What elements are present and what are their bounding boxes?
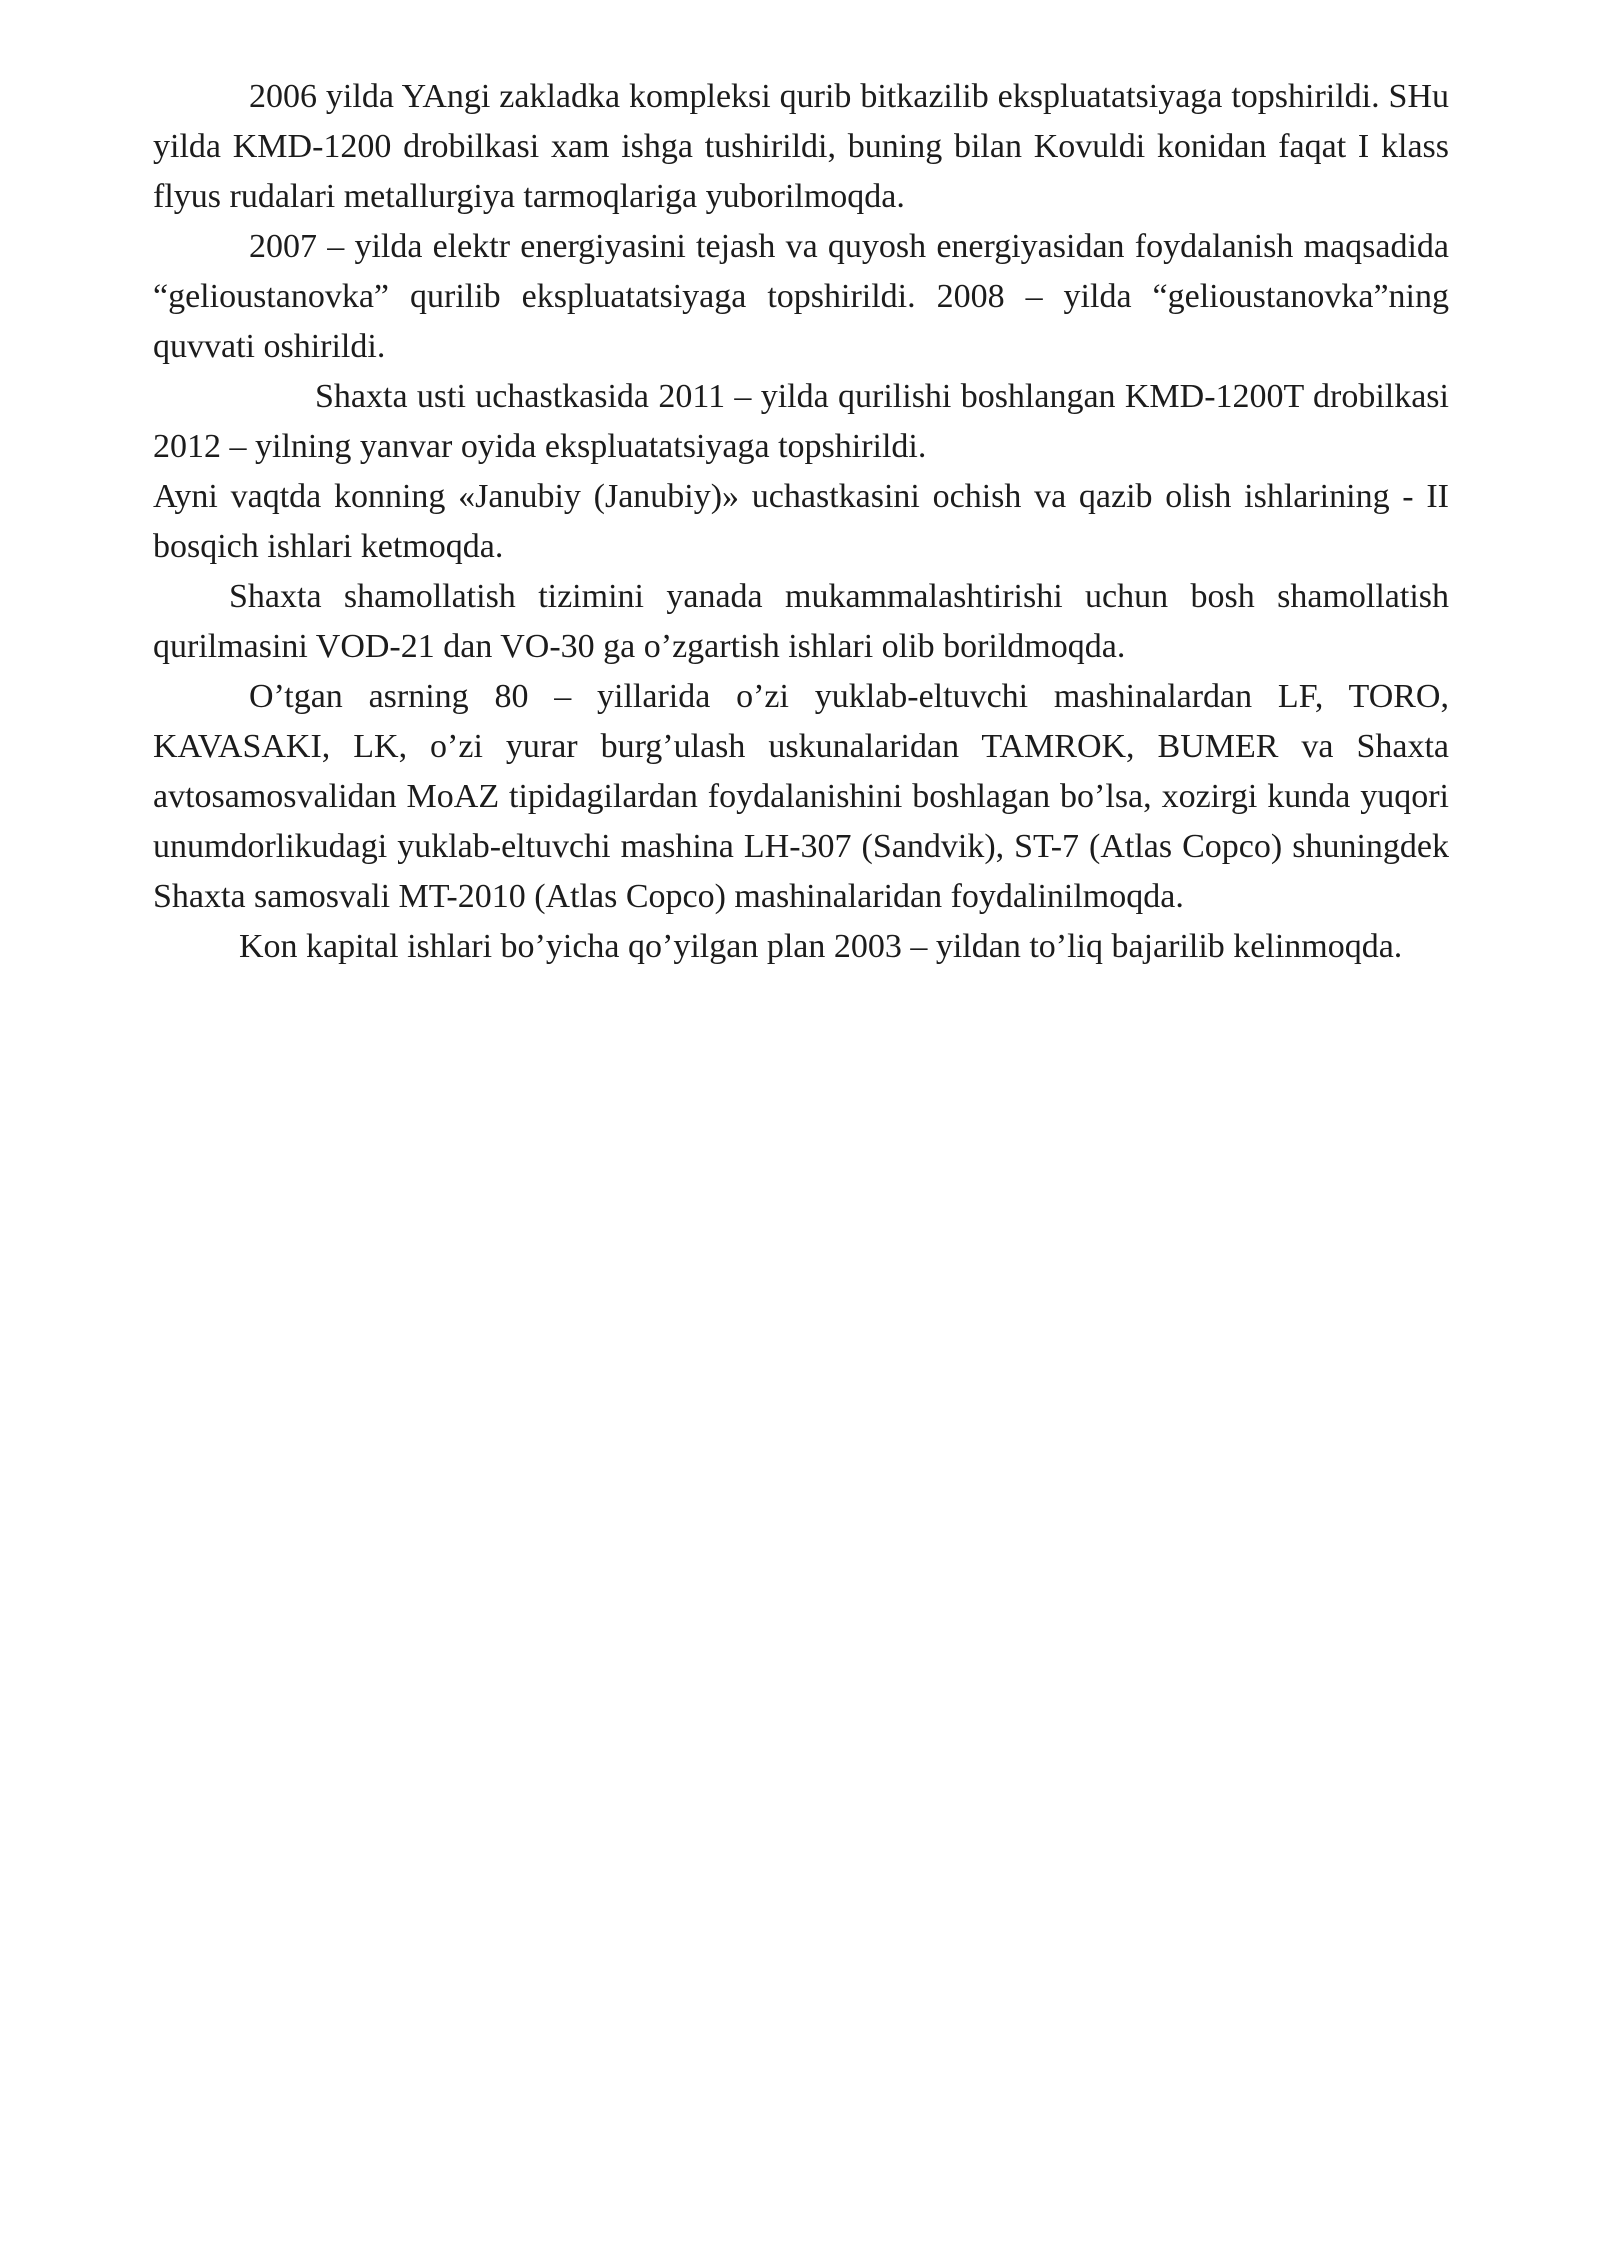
paragraph-shamollatish: Shaxta shamollatish tizimini yanada mukammalashtirishi uchun bosh shamollatish qurilmasini VOD-21 dan VO-30 ga o’zgartish ishlari olib borildmoqda. [153,578,1449,665]
paragraph-2007-gelioustanovka: 2007 – yilda elektr energiyasini tejash va quyosh energiyasidan foydalanish maqsadida “gelioustanovka” qurilib ekspluatatsiyaga topshirildi. 2008 – yilda “gelioustanovka”ning quvvati oshirildi. [153,228,1449,365]
body-text [153,72,1449,972]
paragraph-2006-zakladka: 2006 yilda YAngi zakladka kompleksi qurib bitkazilib ekspluatatsiyaga topshirildi. SHu yilda KMD-1200 drobilkasi xam ishga tushirildi, buning bilan Kovuldi konidan faqat I klass flyus rudalari metallurgiya tarmoqlariga yuborilmoqda. [153,78,1449,215]
paragraph-kmd-1200t: Shaxta usti uchastkasida 2011 – yilda qurilishi boshlangan KMD-1200T drobilkasi 2012 – yilning yanvar oyida ekspluatatsiyaga topshirildi. [153,378,1449,465]
paragraph-kapital-ishlari: Kon kapital ishlari bo’yicha qo’yilgan plan 2003 – yildan to’liq bajarilib kelinmoqda. [239,928,1403,965]
paragraph-mashinalar: O’tgan asrning 80 – yillarida o’zi yuklab-eltuvchi mashinalardan LF, TORO, KAVASAKI, LK, o’zi yurar burg’ulash uskunalaridan TAMROK, BUMER va Shaxta avtosamosvalidan MoAZ tipidagilardan foydalanishini boshlagan bo’lsa, xozirgi kunda yuqori unumdorlikudagi yuklab-eltuvchi mashina LH-307 (Sandvik), ST-7 (Atlas Copco) shuningdek Shaxta samosvali MT-2010 (Atlas Copco) mashinalaridan foydalinilmoqda. [153,678,1449,915]
paragraph-janubiy: Ayni vaqtda konning «Janubiy (Janubiy)» uchastkasini ochish va qazib olish ishlarining - II bosqich ishlari ketmoqda. [153,478,1449,565]
